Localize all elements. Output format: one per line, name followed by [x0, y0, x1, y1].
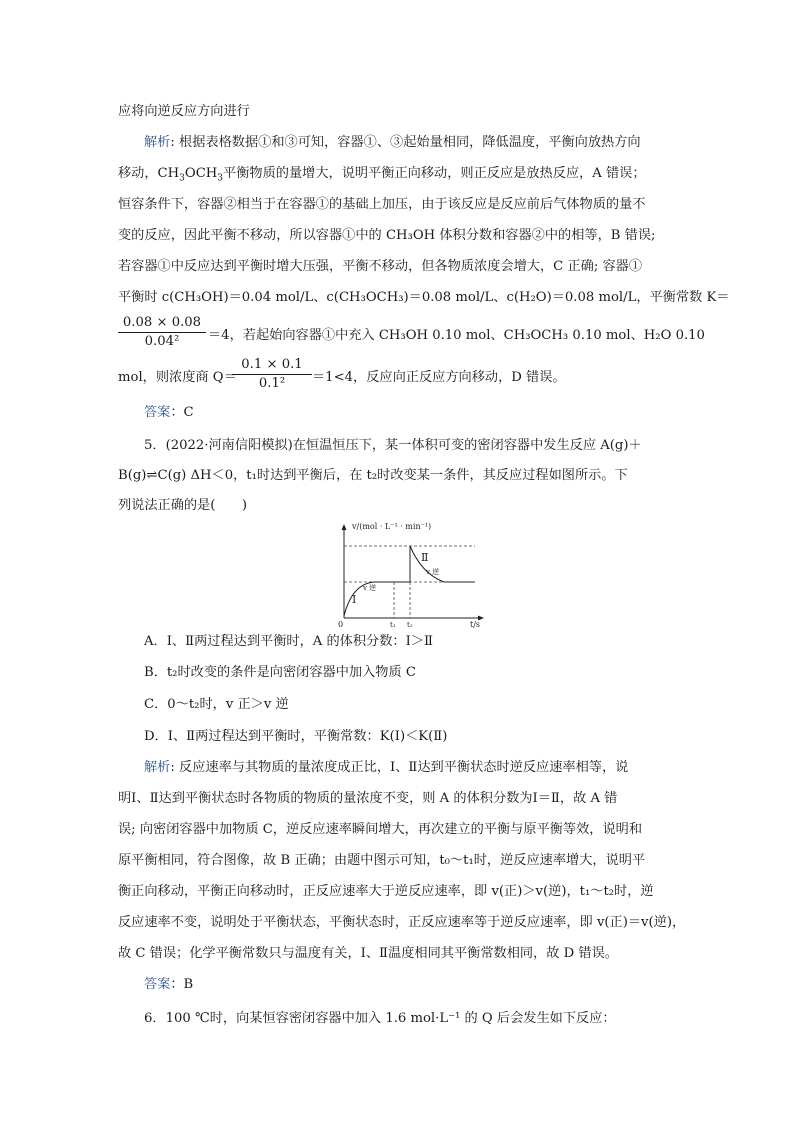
- t2-label: t₂: [407, 621, 413, 628]
- analysis-paragraph-2-line-6: 反应速率不变，说明处于平衡状态，平衡状态时，正反应速率等于逆反应速率，即 v(正)＝v(逆)，: [118, 915, 686, 930]
- fraction-denominator: 0.1²: [258, 376, 286, 391]
- option-a: A．Ⅰ、Ⅱ两过程达到平衡时，A 的体积分数：Ⅰ＞Ⅱ: [144, 634, 433, 649]
- region-2-label: Ⅱ: [421, 551, 429, 564]
- y-axis-label: v/(mol · L⁻¹ · min⁻¹): [352, 522, 432, 531]
- origin-label: 0: [338, 620, 344, 628]
- text-segment: 平衡物质的量增大，说明平衡正向移动，则正反应是放热反应，A 错误；: [223, 166, 646, 181]
- fraction-k: [118, 316, 206, 349]
- text-segment: 移动，CH: [118, 166, 180, 181]
- analysis-paragraph-1-line-6: 平衡时 c(CH₃OH)＝0.04 mol/L、c(CH₃OCH₃)＝0.08 mol/L、c(H₂O)＝0.08 mol/L，平衡常数 K＝: [118, 290, 730, 305]
- analysis-paragraph-1-line-8a: mol，则浓度商 Q＝: [118, 370, 237, 385]
- question-6-line-1: 6．100 ℃时，向某恒容密闭容器中加入 1.6 mol·L⁻¹ 的 Q 后会发生如下反应：: [144, 1011, 616, 1026]
- region-1-label: Ⅰ: [352, 593, 357, 606]
- text-segment: OCH: [184, 166, 218, 181]
- analysis-paragraph-2-line-1: [144, 759, 628, 777]
- analysis-label: 解析: [144, 135, 171, 150]
- answer-label: 答案: [144, 405, 171, 420]
- analysis-paragraph-1-line-1: [144, 134, 641, 152]
- analysis-paragraph-1-line-3: 恒容条件下，容器②相当于在容器①的基础上加压，由于该反应是反应前后气体物质的量不: [118, 197, 646, 212]
- analysis-paragraph-2-line-7: 故 C 错误；化学平衡常数只与温度有关，Ⅰ、Ⅱ温度相同其平衡常数相同，故 D 错误。: [118, 946, 618, 961]
- analysis-paragraph-1-line-2: 移动，$CH_3OCH_3$平衡物质的量增大，说明平衡正向移动，则正反应是放热反应，A 错误；: [118, 166, 646, 184]
- text-line-1: 应将向逆反应方向进行: [118, 104, 250, 119]
- rate-time-graph: [330, 516, 490, 628]
- option-c: C．0～t₂时，v 正＞v 逆: [144, 697, 289, 712]
- question-5-line-2: B(g)⇌C(g) ΔH＜0，t₁时达到平衡后，在 t₂时改变某一条件，其反应过程如图所示。下: [118, 468, 628, 483]
- t1-label: t₁: [390, 621, 396, 628]
- question-5-line-1: 5．(2022·河南信阳模拟)在恒温恒压下，某一体积可变的密闭容器中发生反应 A(g)＋: [144, 438, 642, 453]
- analysis-paragraph-2-line-2: 明Ⅰ、Ⅱ达到平衡状态时各物质的物质的量浓度不变，则 A 的体积分数为Ⅰ＝Ⅱ，故 A 错: [118, 791, 618, 806]
- analysis-paragraph-1-line-4: 变的反应，因此平衡不移动，所以容器①中的 CH₃OH 体积分数和容器②中的相等，B 错误;: [118, 228, 656, 243]
- y-axis-arrow: [342, 524, 347, 530]
- fraction-q: [232, 358, 312, 391]
- curve-v-reverse-2: [410, 546, 475, 582]
- answer-label: 答案: [144, 977, 171, 992]
- analysis-paragraph-2-line-4: 原平衡相同，符合图像，故 B 正确；由题中图示可知，t₀～t₁时，逆反应速率增大，说明平: [118, 853, 646, 868]
- answer-value: ：B: [170, 977, 194, 992]
- analysis-text: : 根据表格数据①和③可知，容器①、③起始量相同，降低温度，平衡向放热方向: [170, 135, 641, 150]
- analysis-paragraph-1-line-5: 若容器①中反应达到平衡时增大压强，平衡不移动，但各物质浓度会增大，C 正确; 容器①: [118, 259, 643, 274]
- fraction-denominator: 0.04²: [144, 334, 180, 349]
- option-d: D．Ⅰ、Ⅱ两过程达到平衡时，平衡常数：K(Ⅰ)＜K(Ⅱ): [144, 729, 448, 744]
- analysis-label: 解析: [144, 760, 171, 775]
- answer-value: ：C: [170, 405, 194, 420]
- analysis-paragraph-1-line-7: ＝4，若起始向容器①中充入 CH₃OH 0.10 mol、CH₃OCH₃ 0.10 mol、H₂O 0.10: [208, 328, 705, 343]
- option-b: B．t₂时改变的条件是向密闭容器中加入物质 C: [144, 665, 416, 680]
- curve-1-label: v 逆: [363, 584, 377, 592]
- analysis-paragraph-2-line-3: 误; 向密闭容器中加物质 C，逆反应速率瞬间增大，再次建立的平衡与原平衡等效，说明和: [118, 822, 643, 837]
- analysis-paragraph-2-line-5: 衡正向移动，平衡正向移动时，正反应速率大于逆反应速率，即 v(正)＞v(逆)，t₁～t₂时，逆: [118, 884, 654, 899]
- answer-line-2: [144, 976, 193, 994]
- analysis-text: : 反应速率与其物质的量浓度成正比，Ⅰ、Ⅱ达到平衡状态时逆反应速率相等，说: [170, 760, 629, 775]
- question-5-line-3: 列说法正确的是( ): [118, 498, 247, 513]
- fraction-numerator: 0.1 × 0.1: [232, 358, 312, 375]
- analysis-paragraph-1-line-8b: ＝1<4，反应向正反应方向移动，D 错误。: [312, 370, 566, 385]
- x-axis-label: t/s: [470, 620, 481, 628]
- answer-line-1: [144, 404, 194, 422]
- fraction-numerator: 0.08 × 0.08: [118, 316, 206, 333]
- curve-2-label: v 逆: [426, 568, 440, 576]
